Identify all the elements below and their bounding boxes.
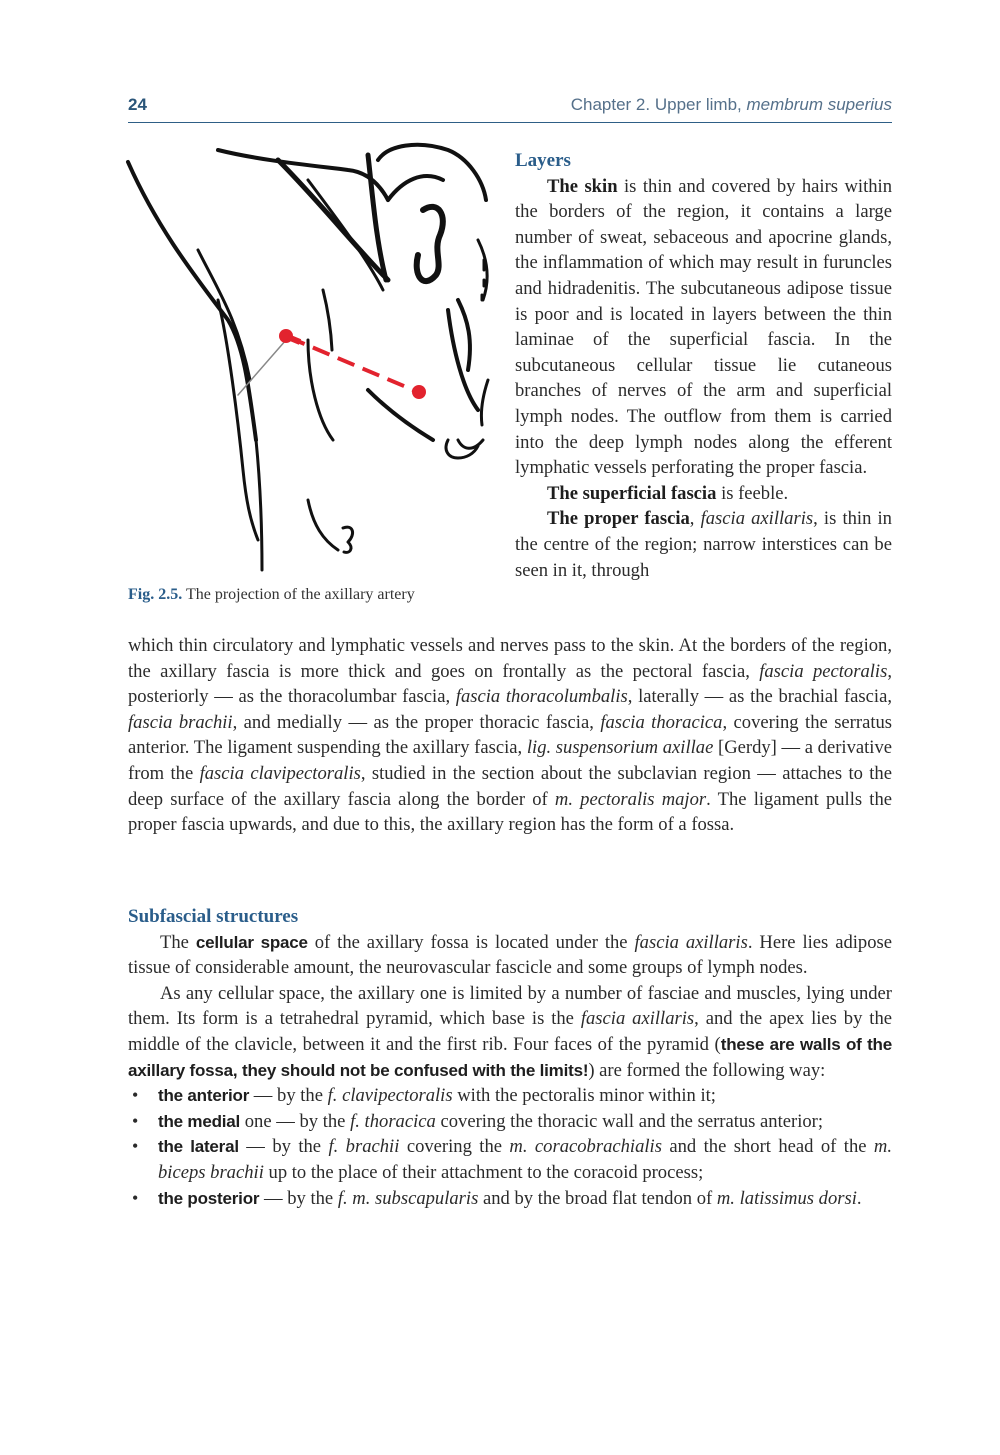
p1-post: . Here lies adipose tissue of considerable amount, the neurovascular fascicle and some groups of lymph nodes. [128,931,892,979]
wall-latin: m. latissimus dorsi [716,1187,857,1209]
wall-term: the medial [158,1111,241,1131]
subfascial-section [128,904,892,1211]
proper-fascia-latin: fascia axillaris [700,508,814,530]
p1-mid: of the axillary fossa is located under the [314,931,628,953]
torso-stroke-2 [323,290,332,350]
cont-latin-2: fascia thoracolumbalis [455,686,628,708]
skin-paragraph [515,174,892,481]
cellular-space-paragraph [128,930,892,981]
figure-caption-text: The projection of the axillary artery [185,586,415,603]
wall-latin: f. thoracica [350,1110,436,1132]
cont-text-3: , laterally — as the brachial fascia, [627,686,892,708]
cont-latin-3: fascia brachii [128,711,233,733]
layers-heading: Layers [515,150,571,171]
wall-text: covering the [399,1136,510,1158]
trunk-inner [308,500,338,550]
cont-text-1: which thin circulatory and lymphatic vessels and nerves pass to the skin. At the borders of the region, the axillary fascia is more thick and goes on frontally as the pectoral fascia, [128,635,892,682]
chapter-latin: membrum superius [746,95,892,114]
layers-section [515,148,892,583]
chapter-text: Chapter 2. Upper limb, [570,95,742,114]
wall-text: up to the place of their attachment to the coracoid process; [263,1161,704,1183]
subfascial-heading: Subfascial structures [128,906,299,927]
face-line [388,176,443,200]
p2-post: ) are formed the following way: [588,1059,826,1081]
continuation-paragraph [128,633,892,838]
wall-latin: f. brachii [328,1136,400,1158]
superficial-fascia-text: is feeble. [721,482,789,504]
breast-lower [458,440,483,448]
arm-contour [128,162,256,440]
superficial-fascia-paragraph [515,481,892,507]
list-item [128,1083,892,1109]
running-header [128,92,892,123]
cont-text-8: . The ligament pulls the proper fascia upwards, and due to this, the axillary region has the form of a fossa. [128,788,892,836]
page-number: 24 [128,95,147,114]
cont-latin-6: fascia clavipectoralis [199,762,361,784]
navel-mark [343,527,353,552]
p2-pre: As any cellular space, the axillary one is limited by a number of fasciae and muscles, lying under them. Its form is a tetrahedral pyramid, which base is the [128,982,892,1030]
proper-fascia-continuation [128,633,892,838]
cont-text-2: , posteriorly — as the thoracolumbar fascia, [128,660,892,708]
pyramid-paragraph [128,981,892,1083]
p1-latin: fascia axillaris [634,931,748,953]
artery-projection [279,329,426,399]
wall-text: . [856,1187,862,1209]
torso-stroke [308,340,333,440]
skin-text: is thin and covered by hairs within the borders of the region, it contains a large number of sweat, sebaceous and apocrine glands, the inflammation of which may result in furuncles and hidradenitis. The subcutaneous adipose tissue is poor and is located in layers between the thin laminae of the superficial fascia. In the subcutaneous cellular tissue lie cutaneous branches of nerves of the arm and superficial lymph nodes. The outflow from them is carried into the deep lymph nodes along the efferent lymphatic vessels perforating the proper fascia. [515,175,892,479]
cellular-space-term: cellular space [195,932,308,952]
wall-text: one — by the [240,1110,351,1132]
cont-latin-1: fascia pectoralis [759,660,888,682]
walls-list [128,1083,892,1211]
ear-shape [417,207,443,281]
wall-text: — by the [259,1187,338,1209]
artery-end-point [412,385,426,399]
chapter-title [571,95,892,115]
cont-latin-4: fascia thoracica [600,711,723,733]
cont-latin-5: lig. suspensorium axillae [526,737,714,759]
wall-latin: f. m. subscapularis [337,1187,479,1209]
p2-mid: , and the apex lies by the middle of the clavicle, between it and the first rib. Four faces of the pyramid ( [128,1008,893,1055]
figure-axillary-artery [118,140,500,580]
skin-term: The skin [547,175,618,197]
p2-warning: these are walls of the axillary fossa, they should not be confused with the limits! [128,1034,892,1080]
p1-pre: The [160,931,189,953]
deltoid-top [218,150,388,200]
wall-text: and the short head of the [661,1136,874,1158]
proper-fascia-paragraph [515,506,892,583]
wall-latin: m. biceps brachii [158,1136,892,1183]
wall-text: — by the [249,1085,328,1107]
chest-curve-2 [481,380,488,425]
figure-caption [128,586,498,604]
wall-term: the anterior [158,1086,250,1106]
axillary-drawing [118,140,500,580]
wall-text: — by the [238,1136,329,1158]
wall-latin: m. coracobrachialis [509,1136,662,1158]
wall-term: the posterior [158,1188,260,1208]
superficial-fascia-term: The superficial fascia [547,482,717,504]
proper-fascia-term: The proper fascia [547,508,690,530]
cont-text-7: , studied in the section about the subclavian region — attaches to the deep surface of the axillary fascia along the border of [128,762,892,810]
wall-term: the lateral [158,1137,239,1157]
trunk-left-edge [256,440,262,570]
proper-fascia-sep: , [689,508,695,530]
cont-text-6: [Gerdy] — a derivative from the [128,737,893,784]
wall-latin: f. clavipectoralis [327,1085,453,1107]
p2-latin: fascia axillaris [580,1008,695,1030]
proper-fascia-text: , is thin in the centre of the region; narrow interstices can be seen in it, through [515,508,892,581]
wall-text: with the pectoralis minor within it; [452,1085,716,1107]
wall-text: and by the broad flat tendon of [478,1187,717,1209]
neck-line [458,300,470,370]
cont-text-4: , and medially — as the proper thoracic fascia, [232,711,594,733]
figure-label: Fig. 2.5. [128,586,183,603]
list-item [128,1134,892,1185]
list-item [128,1109,892,1135]
chest-curve [448,310,478,410]
list-item [128,1186,892,1212]
cont-text-5: , covering the serratus anterior. The ligament suspending the axillary fascia, [128,711,893,759]
wall-text: covering the thoracic wall and the serratus anterior; [435,1110,824,1132]
cont-latin-7: m. pectoralis major [554,788,707,810]
